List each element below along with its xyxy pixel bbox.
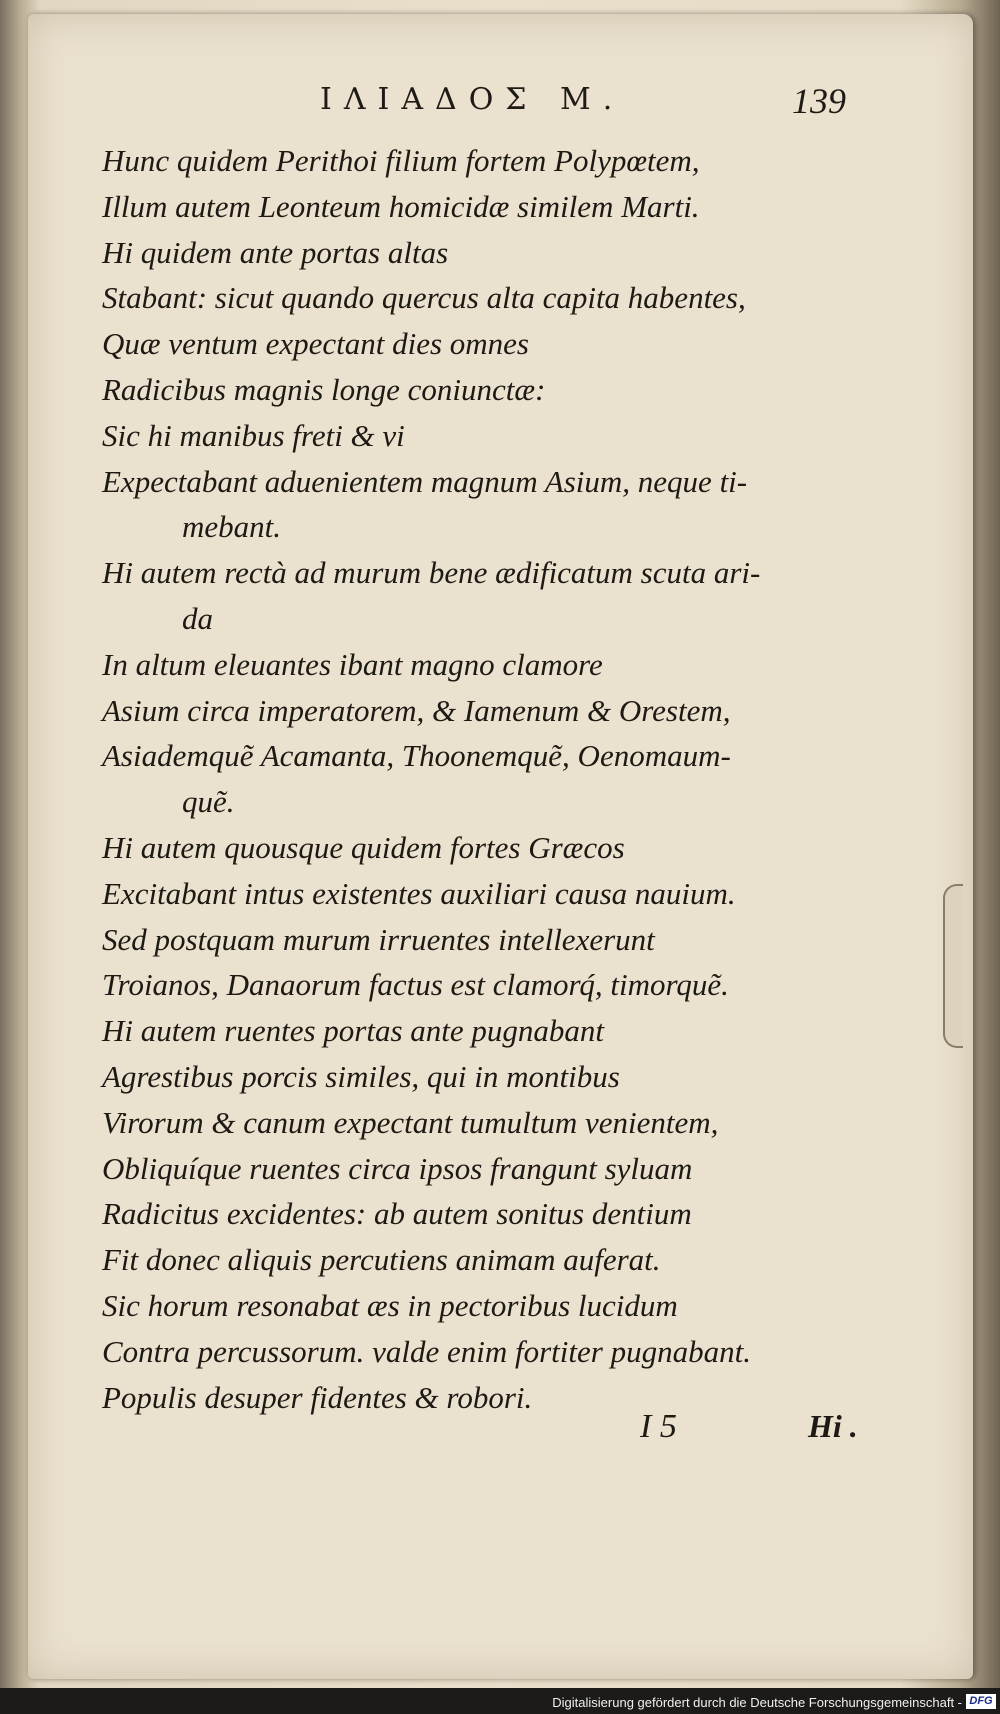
- text-line: Hi autem quousque quidem fortes Græcos: [102, 829, 625, 865]
- text-line: Asiademquẽ Acamanta, Thoonemquẽ, Oenomaum-: [102, 738, 731, 774]
- page-number: 139: [792, 81, 846, 121]
- digitization-credit: Digitalisierung gefördert durch die Deutsche Forschungsgemeinschaft -: [552, 1695, 962, 1710]
- text-line: Sed postquam murum irruentes intellexerunt: [102, 921, 655, 957]
- signature-mark: I 5: [640, 1408, 677, 1445]
- page-edge-tab: [943, 884, 963, 1048]
- dfg-logo-icon: DFG: [966, 1694, 996, 1709]
- text-line: Sic horum resonabat æs in pectoribus lucidum: [102, 1287, 678, 1323]
- text-line: Illum autem Leonteum homicidæ similem Marti.: [102, 188, 700, 224]
- text-line: Contra percussorum. valde enim fortiter pugnabant.: [102, 1333, 751, 1369]
- text-line: Quæ ventum expectant dies omnes: [102, 326, 529, 362]
- text-line: Hi quidem ante portas altas: [102, 234, 449, 270]
- text-line: Expectabant aduenientem magnum Asium, neque ti-: [102, 463, 748, 499]
- text-line: Stabant: sicut quando quercus alta capita habentes,: [102, 280, 746, 316]
- text-line: Troianos, Danaorum factus est clamorq́, timorquẽ.: [102, 967, 729, 1003]
- text-line: Agrestibus porcis similes, qui in montibus: [102, 1058, 620, 1094]
- text-line: Radicibus magnis longe coniunctæ:: [102, 371, 546, 407]
- text-line: Fit donec aliquis percutiens animam auferat.: [102, 1242, 661, 1278]
- catchword: Hi .: [808, 1408, 858, 1444]
- text-line: Hunc quidem Perithoi filium fortem Polypœtem,: [102, 143, 700, 178]
- text-line: Hi autem rectà ad murum bene ædificatum scuta ari-: [102, 555, 761, 591]
- text-line: Hi autem ruentes portas ante pugnabant: [102, 1013, 604, 1049]
- text-line: da: [182, 600, 213, 636]
- text-line: In altum eleuantes ibant magno clamore: [102, 646, 603, 682]
- text-line: mebant.: [182, 509, 282, 545]
- text-line: Sic hi manibus freti & vi: [102, 417, 405, 453]
- text-line: Excitabant intus existentes auxiliari causa nauium.: [102, 875, 736, 911]
- credit-bar: [0, 1688, 1000, 1714]
- verse-text-block: [102, 138, 872, 1420]
- running-title: ΙΛΙΑΔΟΣ Μ.: [320, 82, 625, 117]
- text-line: quẽ.: [182, 784, 235, 820]
- text-line: Radicitus excidentes: ab autem sonitus dentium: [102, 1196, 692, 1232]
- text-line: Obliquíque ruentes circa ipsos frangunt syluam: [102, 1150, 693, 1186]
- text-line: Populis desuper fidentes & robori.: [102, 1379, 533, 1415]
- text-line: Virorum & canum expectant tumultum venientem,: [102, 1104, 719, 1140]
- text-line: Asium circa imperatorem, & Iamenum & Orestem,: [102, 692, 731, 728]
